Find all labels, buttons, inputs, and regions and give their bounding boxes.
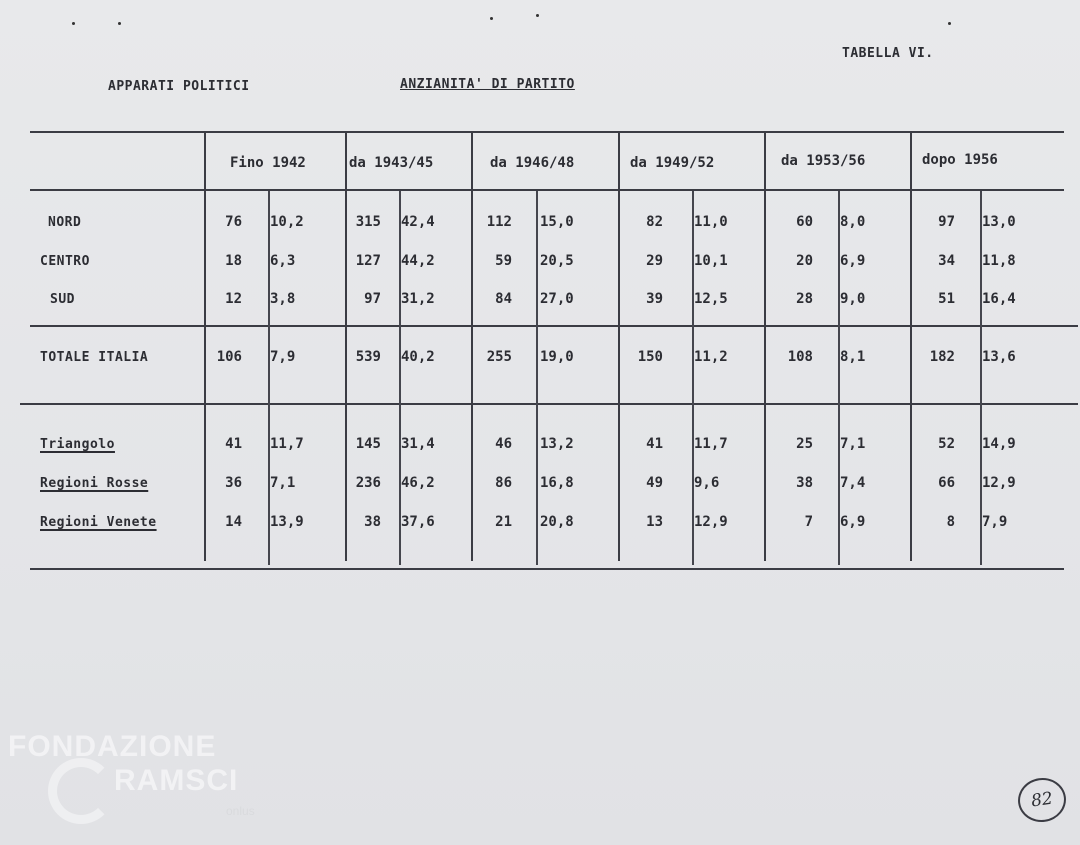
percent-cell: 12,9: [982, 475, 1016, 491]
percent-cell: 31,4: [401, 436, 435, 452]
count-cell: 59: [495, 253, 512, 269]
percent-cell: 7,4: [840, 475, 866, 491]
header-rule: [30, 189, 1064, 191]
percent-cell: 9,6: [694, 475, 720, 491]
count-cell: 46: [495, 436, 512, 452]
percent-cell: 12,5: [694, 291, 728, 307]
subcolumn-divider: [268, 191, 270, 565]
row-label: Triangolo: [40, 437, 115, 452]
column-header: da 1943/45: [349, 155, 434, 171]
watermark-line-2: RAMSCI: [114, 764, 239, 797]
count-cell: 8: [946, 514, 955, 530]
count-cell: 539: [355, 349, 381, 365]
subcolumn-divider: [692, 191, 694, 565]
percent-cell: 7,1: [270, 475, 296, 491]
row-label: CENTRO: [40, 254, 90, 269]
percent-cell: 11,2: [694, 349, 728, 365]
page-number: 82: [1015, 775, 1069, 825]
count-cell: 41: [225, 436, 242, 452]
percent-cell: 20,8: [540, 514, 574, 530]
column-header: da 1949/52: [630, 155, 715, 171]
count-cell: 7: [804, 514, 813, 530]
column-divider: [345, 131, 347, 561]
percent-cell: 11,7: [270, 436, 304, 452]
percent-cell: 16,4: [982, 291, 1016, 307]
count-cell: 34: [938, 253, 955, 269]
count-cell: 25: [796, 436, 813, 452]
count-cell: 76: [225, 214, 242, 230]
percent-cell: 7,9: [982, 514, 1008, 530]
percent-cell: 11,7: [694, 436, 728, 452]
percent-cell: 13,6: [982, 349, 1016, 365]
center-title: ANZIANITA' DI PARTITO: [400, 77, 575, 92]
count-cell: 36: [225, 475, 242, 491]
count-cell: 41: [646, 436, 663, 452]
percent-cell: 40,2: [401, 349, 435, 365]
count-cell: 20: [796, 253, 813, 269]
row-label: Regioni Venete: [40, 515, 157, 530]
column-divider: [204, 131, 206, 561]
count-cell: 182: [929, 349, 955, 365]
watermark-line-3: onlus: [226, 804, 255, 818]
column-divider: [764, 131, 766, 561]
count-cell: 112: [486, 214, 512, 230]
percent-cell: 46,2: [401, 475, 435, 491]
count-cell: 97: [938, 214, 955, 230]
column-divider: [618, 131, 620, 561]
count-cell: 236: [355, 475, 381, 491]
percent-cell: 6,9: [840, 514, 866, 530]
percent-cell: 20,5: [540, 253, 574, 269]
subcolumn-divider: [838, 191, 840, 565]
count-cell: 145: [355, 436, 381, 452]
percent-cell: 8,0: [840, 214, 866, 230]
percent-cell: 7,1: [840, 436, 866, 452]
column-header: da 1953/56: [781, 153, 866, 169]
fondazione-gramsci-watermark: [8, 730, 255, 818]
column-header: da 1946/48: [490, 155, 575, 171]
table-top-rule: [30, 131, 1064, 133]
count-cell: 18: [225, 253, 242, 269]
count-cell: 28: [796, 291, 813, 307]
count-cell: 84: [495, 291, 512, 307]
count-cell: 14: [225, 514, 242, 530]
subcolumn-divider: [980, 191, 982, 565]
row-label: NORD: [48, 215, 82, 230]
count-cell: 127: [355, 253, 381, 269]
count-cell: 97: [364, 291, 381, 307]
count-cell: 82: [646, 214, 663, 230]
percent-cell: 6,3: [270, 253, 296, 269]
section-rule: [30, 325, 1078, 327]
count-cell: 86: [495, 475, 512, 491]
percent-cell: 12,9: [694, 514, 728, 530]
percent-cell: 13,2: [540, 436, 574, 452]
watermark-line-1: FONDAZIONE: [8, 730, 217, 763]
count-cell: 106: [216, 349, 242, 365]
count-cell: 38: [796, 475, 813, 491]
table-bottom-rule: [30, 568, 1064, 570]
count-cell: 49: [646, 475, 663, 491]
percent-cell: 15,0: [540, 214, 574, 230]
column-header: dopo 1956: [922, 152, 998, 168]
count-cell: 39: [646, 291, 663, 307]
percent-cell: 14,9: [982, 436, 1016, 452]
percent-cell: 11,0: [694, 214, 728, 230]
count-cell: 29: [646, 253, 663, 269]
percent-cell: 7,9: [270, 349, 296, 365]
count-cell: 150: [637, 349, 663, 365]
count-cell: 60: [796, 214, 813, 230]
section-rule: [20, 403, 1078, 405]
percent-cell: 27,0: [540, 291, 574, 307]
count-cell: 13: [646, 514, 663, 530]
count-cell: 21: [495, 514, 512, 530]
count-cell: 51: [938, 291, 955, 307]
column-header: Fino 1942: [230, 155, 306, 171]
percent-cell: 3,8: [270, 291, 296, 307]
count-cell: 66: [938, 475, 955, 491]
percent-cell: 31,2: [401, 291, 435, 307]
percent-cell: 9,0: [840, 291, 866, 307]
table-label: TABELLA VI.: [842, 46, 934, 61]
percent-cell: 37,6: [401, 514, 435, 530]
percent-cell: 6,9: [840, 253, 866, 269]
percent-cell: 13,0: [982, 214, 1016, 230]
count-cell: 255: [486, 349, 512, 365]
percent-cell: 44,2: [401, 253, 435, 269]
count-cell: 38: [364, 514, 381, 530]
row-label: TOTALE ITALIA: [40, 350, 149, 365]
watermark-g-logo: [48, 758, 114, 824]
left-title: APPARATI POLITICI: [108, 79, 250, 94]
row-label: Regioni Rosse: [40, 476, 149, 491]
percent-cell: 11,8: [982, 253, 1016, 269]
percent-cell: 8,1: [840, 349, 866, 365]
percent-cell: 42,4: [401, 214, 435, 230]
count-cell: 315: [355, 214, 381, 230]
count-cell: 52: [938, 436, 955, 452]
percent-cell: 13,9: [270, 514, 304, 530]
row-label: SUD: [50, 292, 75, 307]
percent-cell: 16,8: [540, 475, 574, 491]
column-divider: [910, 131, 912, 561]
count-cell: 108: [787, 349, 813, 365]
subcolumn-divider: [536, 191, 538, 565]
column-divider: [471, 131, 473, 561]
percent-cell: 19,0: [540, 349, 574, 365]
percent-cell: 10,2: [270, 214, 304, 230]
subcolumn-divider: [399, 191, 401, 565]
count-cell: 12: [225, 291, 242, 307]
percent-cell: 10,1: [694, 253, 728, 269]
